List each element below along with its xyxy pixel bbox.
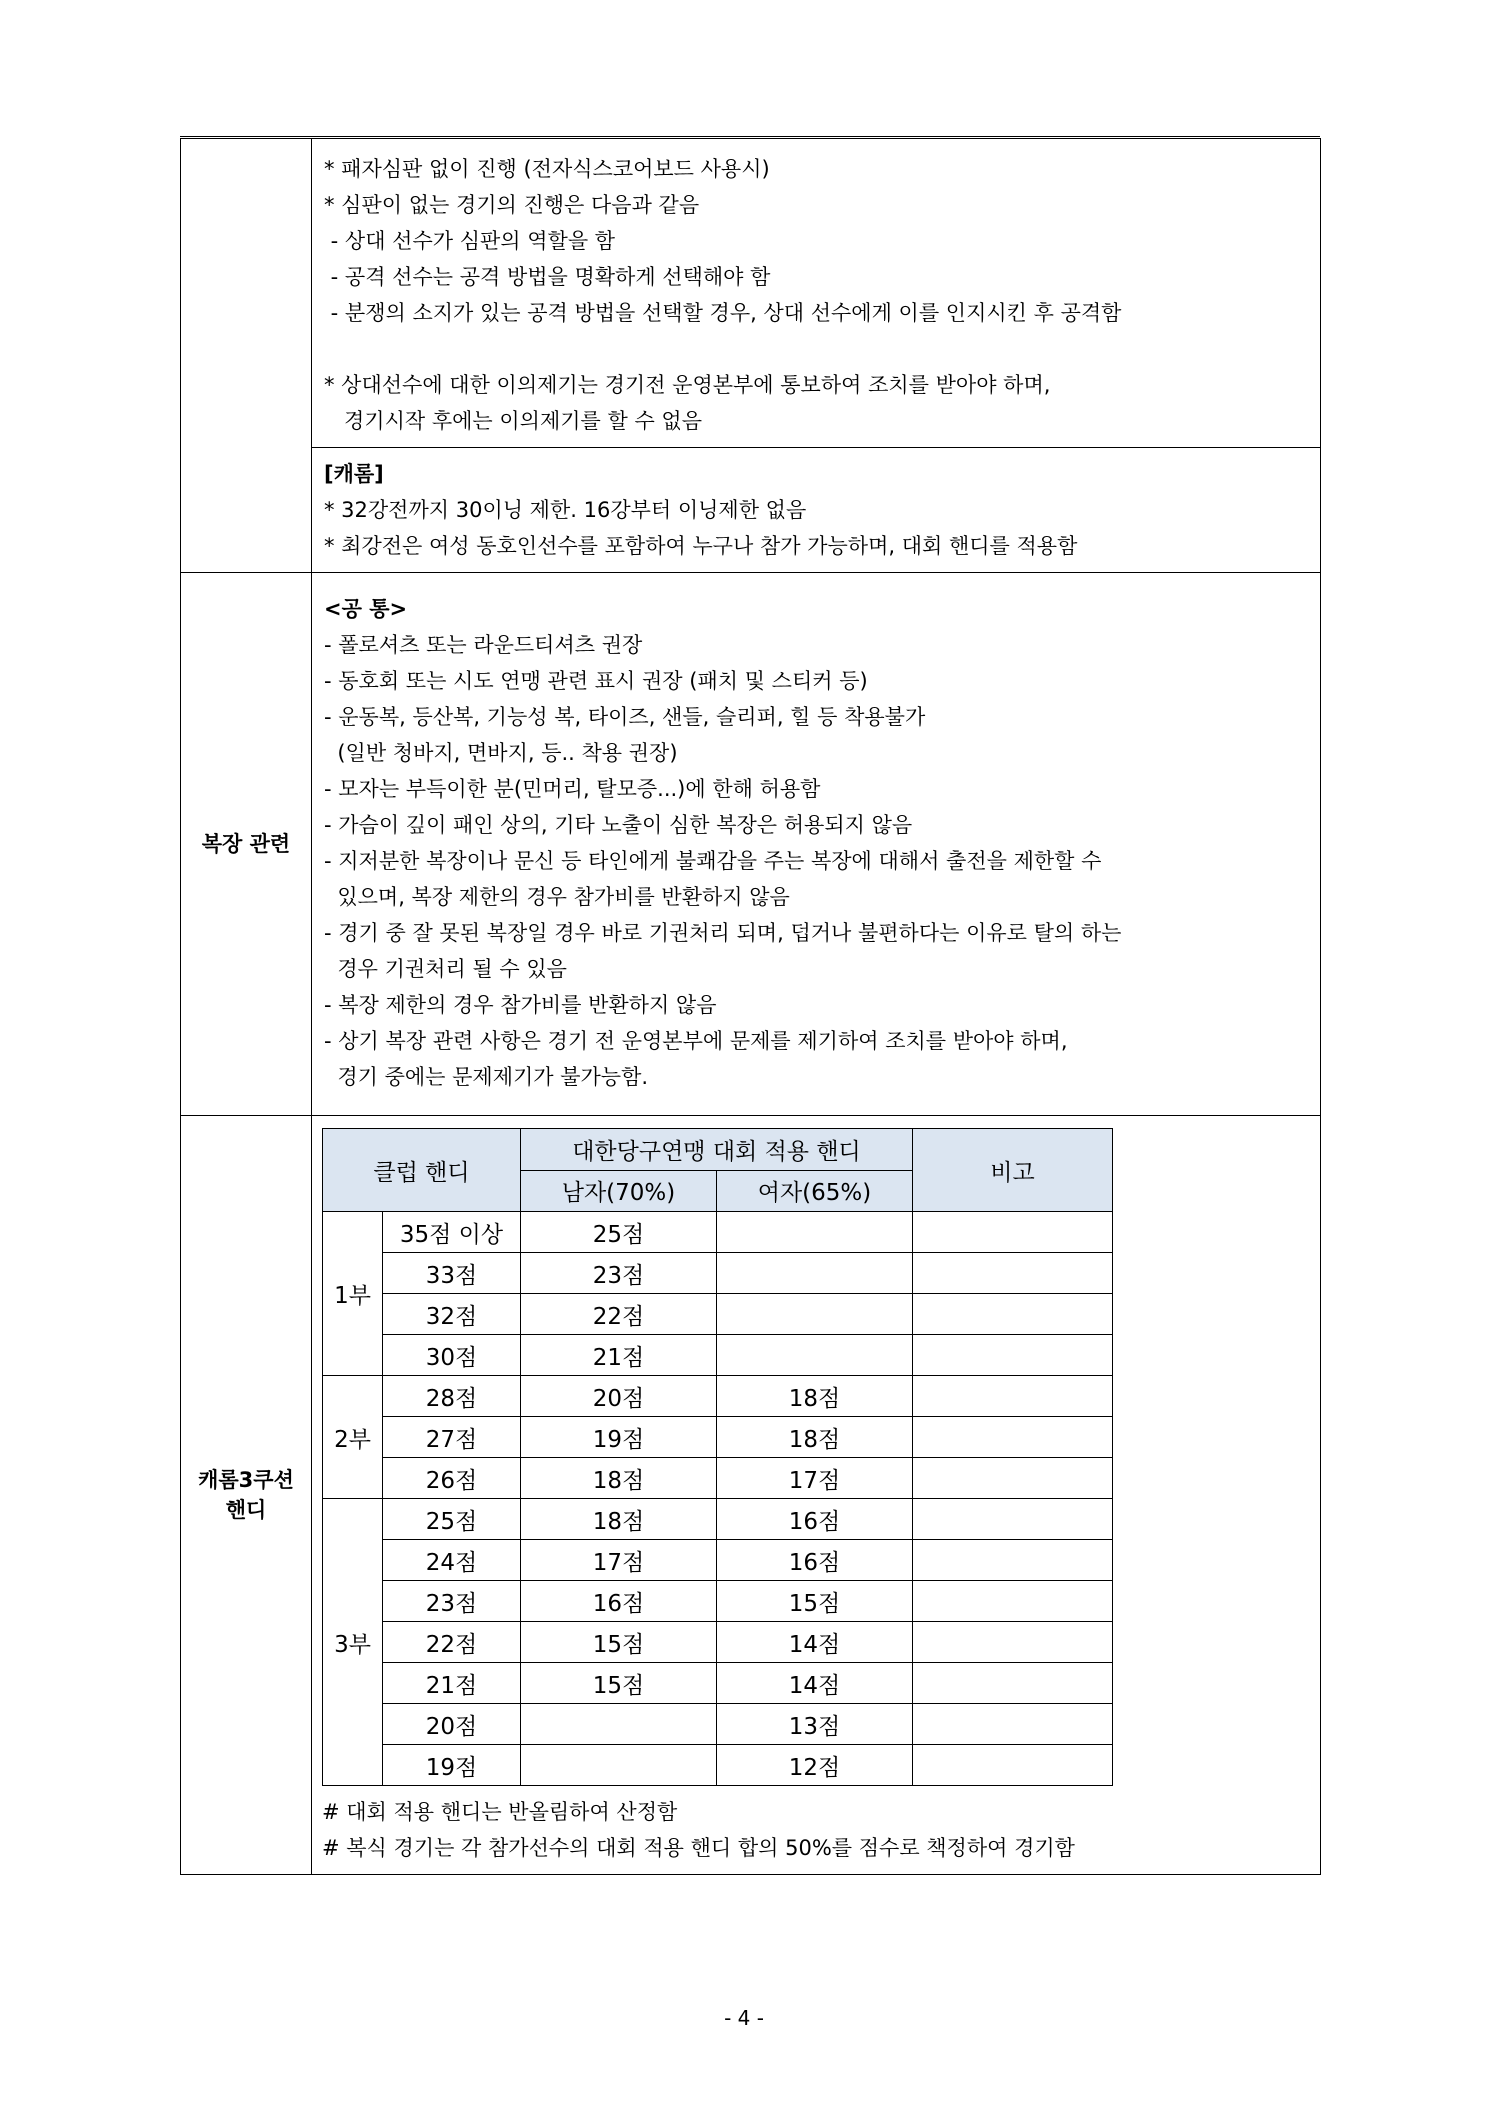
text-line: - 운동복, 등산복, 기능성 복, 타이즈, 샌들, 슬리퍼, 힐 등 착용불가 (324, 705, 926, 729)
text-line: - 지저분한 복장이나 문신 등 타인에게 불쾌감을 주는 복장에 대해서 출전을 제한할 수 (324, 849, 1102, 873)
federation-handicap-header: 대한당구연맹 대회 적용 핸디 (521, 1129, 913, 1171)
male-cell: 19점 (521, 1417, 717, 1458)
club-cell: 27점 (383, 1417, 521, 1458)
female-cell: 14점 (717, 1663, 913, 1704)
table-row (323, 1253, 1113, 1294)
club-cell: 28점 (383, 1376, 521, 1417)
table-row (323, 1376, 1113, 1417)
note-cell (913, 1294, 1113, 1335)
table-row (323, 1417, 1113, 1458)
handicap-cell (312, 1116, 1321, 1875)
male-cell: 21점 (521, 1335, 717, 1376)
female-cell (717, 1294, 913, 1335)
table-row (323, 1663, 1113, 1704)
club-cell: 32점 (383, 1294, 521, 1335)
text-line: * 최강전은 여성 동호인선수를 포함하여 누구나 참가 가능하며, 대회 핸디를 적용함 (324, 534, 1078, 558)
note-cell (913, 1458, 1113, 1499)
division-cell: 3부 (323, 1499, 383, 1786)
rules-row-referee (181, 139, 1321, 448)
text-line: - 상대 선수가 심판의 역할을 함 (324, 229, 616, 253)
club-cell: 21점 (383, 1663, 521, 1704)
text-line (324, 331, 1308, 367)
table-row (323, 1335, 1113, 1376)
text-line: * 패자심판 없이 진행 (전자식스코어보드 사용시) (324, 157, 770, 181)
text-line: * 상대선수에 대한 이의제기는 경기전 운영본부에 통보하여 조치를 받아야 하며, (324, 373, 1051, 397)
row-label-empty (181, 139, 312, 573)
male-cell: 23점 (521, 1253, 717, 1294)
handicap-note: # 복식 경기는 각 참가선수의 대회 적용 핸디 합의 50%를 점수로 책정하여 경기함 (322, 1836, 1075, 1860)
rules-row-dress (181, 573, 1321, 1116)
female-cell: 17점 (717, 1458, 913, 1499)
club-cell: 19점 (383, 1745, 521, 1786)
text-line: 경우 기권처리 될 수 있음 (324, 957, 567, 981)
text-line: - 동호회 또는 시도 연맹 관련 표시 권장 (패치 및 스티커 등) (324, 669, 868, 693)
carom-heading: [캐롬] (324, 462, 384, 486)
table-row (323, 1499, 1113, 1540)
handicap-note: # 대회 적용 핸디는 반올림하여 산정함 (322, 1800, 678, 1824)
text-line: 경기 중에는 문제제기가 불가능함. (324, 1065, 649, 1089)
male-cell: 15점 (521, 1663, 717, 1704)
carom-rules (324, 492, 1308, 564)
club-cell: 22점 (383, 1622, 521, 1663)
female-cell (717, 1212, 913, 1253)
note-cell (913, 1212, 1113, 1253)
text-line: * 심판이 없는 경기의 진행은 다음과 같음 (324, 193, 700, 217)
table-row (323, 1294, 1113, 1335)
rules-row-handicap (181, 1116, 1321, 1875)
male-cell: 18점 (521, 1499, 717, 1540)
male-cell: 20점 (521, 1376, 717, 1417)
text-line: - 복장 제한의 경우 참가비를 반환하지 않음 (324, 993, 717, 1017)
page-number: - 4 - (724, 2006, 764, 2030)
note-header: 비고 (913, 1129, 1113, 1212)
club-cell: 23점 (383, 1581, 521, 1622)
male-cell: 18점 (521, 1458, 717, 1499)
female-cell: 18점 (717, 1417, 913, 1458)
female-cell: 16점 (717, 1540, 913, 1581)
division-cell: 2부 (323, 1376, 383, 1499)
table-row (323, 1212, 1113, 1253)
note-cell (913, 1745, 1113, 1786)
handicap-label-line1: 캐롬3쿠션 (198, 1468, 294, 1492)
note-cell (913, 1376, 1113, 1417)
female-cell: 14점 (717, 1622, 913, 1663)
male-cell: 17점 (521, 1540, 717, 1581)
dress-heading: <공 통> (324, 597, 408, 621)
note-cell (913, 1417, 1113, 1458)
male-cell (521, 1704, 717, 1745)
text-line: - 폴로셔츠 또는 라운드티셔츠 권장 (324, 633, 643, 657)
dress-cell (312, 573, 1321, 1116)
text-line: - 경기 중 잘 못된 복장일 경우 바로 기권처리 되며, 덥거나 불편하다는 이유로 탈의 하는 (324, 921, 1122, 945)
table-row (323, 1581, 1113, 1622)
note-cell (913, 1622, 1113, 1663)
note-cell (913, 1499, 1113, 1540)
male-cell: 22점 (521, 1294, 717, 1335)
dress-label: 복장 관련 (181, 573, 312, 1116)
note-cell (913, 1663, 1113, 1704)
text-line: - 분쟁의 소지가 있는 공격 방법을 선택할 경우, 상대 선수에게 이를 인지시킨 후 공격함 (324, 301, 1122, 325)
female-cell: 12점 (717, 1745, 913, 1786)
note-cell (913, 1540, 1113, 1581)
table-row (323, 1540, 1113, 1581)
club-cell: 24점 (383, 1540, 521, 1581)
text-line: (일반 청바지, 면바지, 등.. 착용 권장) (324, 741, 678, 765)
female-cell: 15점 (717, 1581, 913, 1622)
dress-rules (324, 627, 1308, 1095)
male-header: 남자(70%) (521, 1170, 717, 1212)
club-cell: 30점 (383, 1335, 521, 1376)
club-cell: 26점 (383, 1458, 521, 1499)
club-cell: 20점 (383, 1704, 521, 1745)
club-cell: 33점 (383, 1253, 521, 1294)
carom-cell (312, 448, 1321, 573)
club-cell: 25점 (383, 1499, 521, 1540)
text-line: - 공격 선수는 공격 방법을 명확하게 선택해야 함 (324, 265, 771, 289)
note-cell (913, 1335, 1113, 1376)
handicap-table (322, 1128, 1113, 1786)
top-rule (180, 136, 1320, 137)
handicap-label-line2: 핸디 (225, 1498, 267, 1522)
handicap-label (181, 1116, 312, 1875)
female-cell: 13점 (717, 1704, 913, 1745)
table-row (323, 1622, 1113, 1663)
male-cell (521, 1745, 717, 1786)
table-row (323, 1458, 1113, 1499)
rules-row-carom (181, 448, 1321, 573)
club-handicap-header: 클럽 핸디 (323, 1129, 521, 1212)
referee-rules (312, 139, 1320, 447)
female-cell: 18점 (717, 1376, 913, 1417)
male-cell: 15점 (521, 1622, 717, 1663)
division-cell: 1부 (323, 1212, 383, 1376)
text-line: 있으며, 복장 제한의 경우 참가비를 반환하지 않음 (324, 885, 790, 909)
female-cell (717, 1253, 913, 1294)
table-row (323, 1704, 1113, 1745)
text-line: 경기시작 후에는 이의제기를 할 수 없음 (324, 409, 702, 433)
note-cell (913, 1581, 1113, 1622)
club-cell: 35점 이상 (383, 1212, 521, 1253)
text-line: * 32강전까지 30이닝 제한. 16강부터 이닝제한 없음 (324, 498, 807, 522)
male-cell: 16점 (521, 1581, 717, 1622)
male-cell: 25점 (521, 1212, 717, 1253)
text-line: - 상기 복장 관련 사항은 경기 전 운영본부에 문제를 제기하여 조치를 받아야 하며, (324, 1029, 1068, 1053)
note-cell (913, 1253, 1113, 1294)
female-cell (717, 1335, 913, 1376)
rules-table (180, 138, 1321, 1875)
note-cell (913, 1704, 1113, 1745)
text-line: - 가슴이 깊이 패인 상의, 기타 노출이 심한 복장은 허용되지 않음 (324, 813, 913, 837)
table-row (323, 1745, 1113, 1786)
female-header: 여자(65%) (717, 1170, 913, 1212)
handicap-notes (322, 1794, 1310, 1866)
referee-cell (312, 139, 1321, 448)
text-line: - 모자는 부득이한 분(민머리, 탈모증...)에 한해 허용함 (324, 777, 821, 801)
female-cell: 16점 (717, 1499, 913, 1540)
